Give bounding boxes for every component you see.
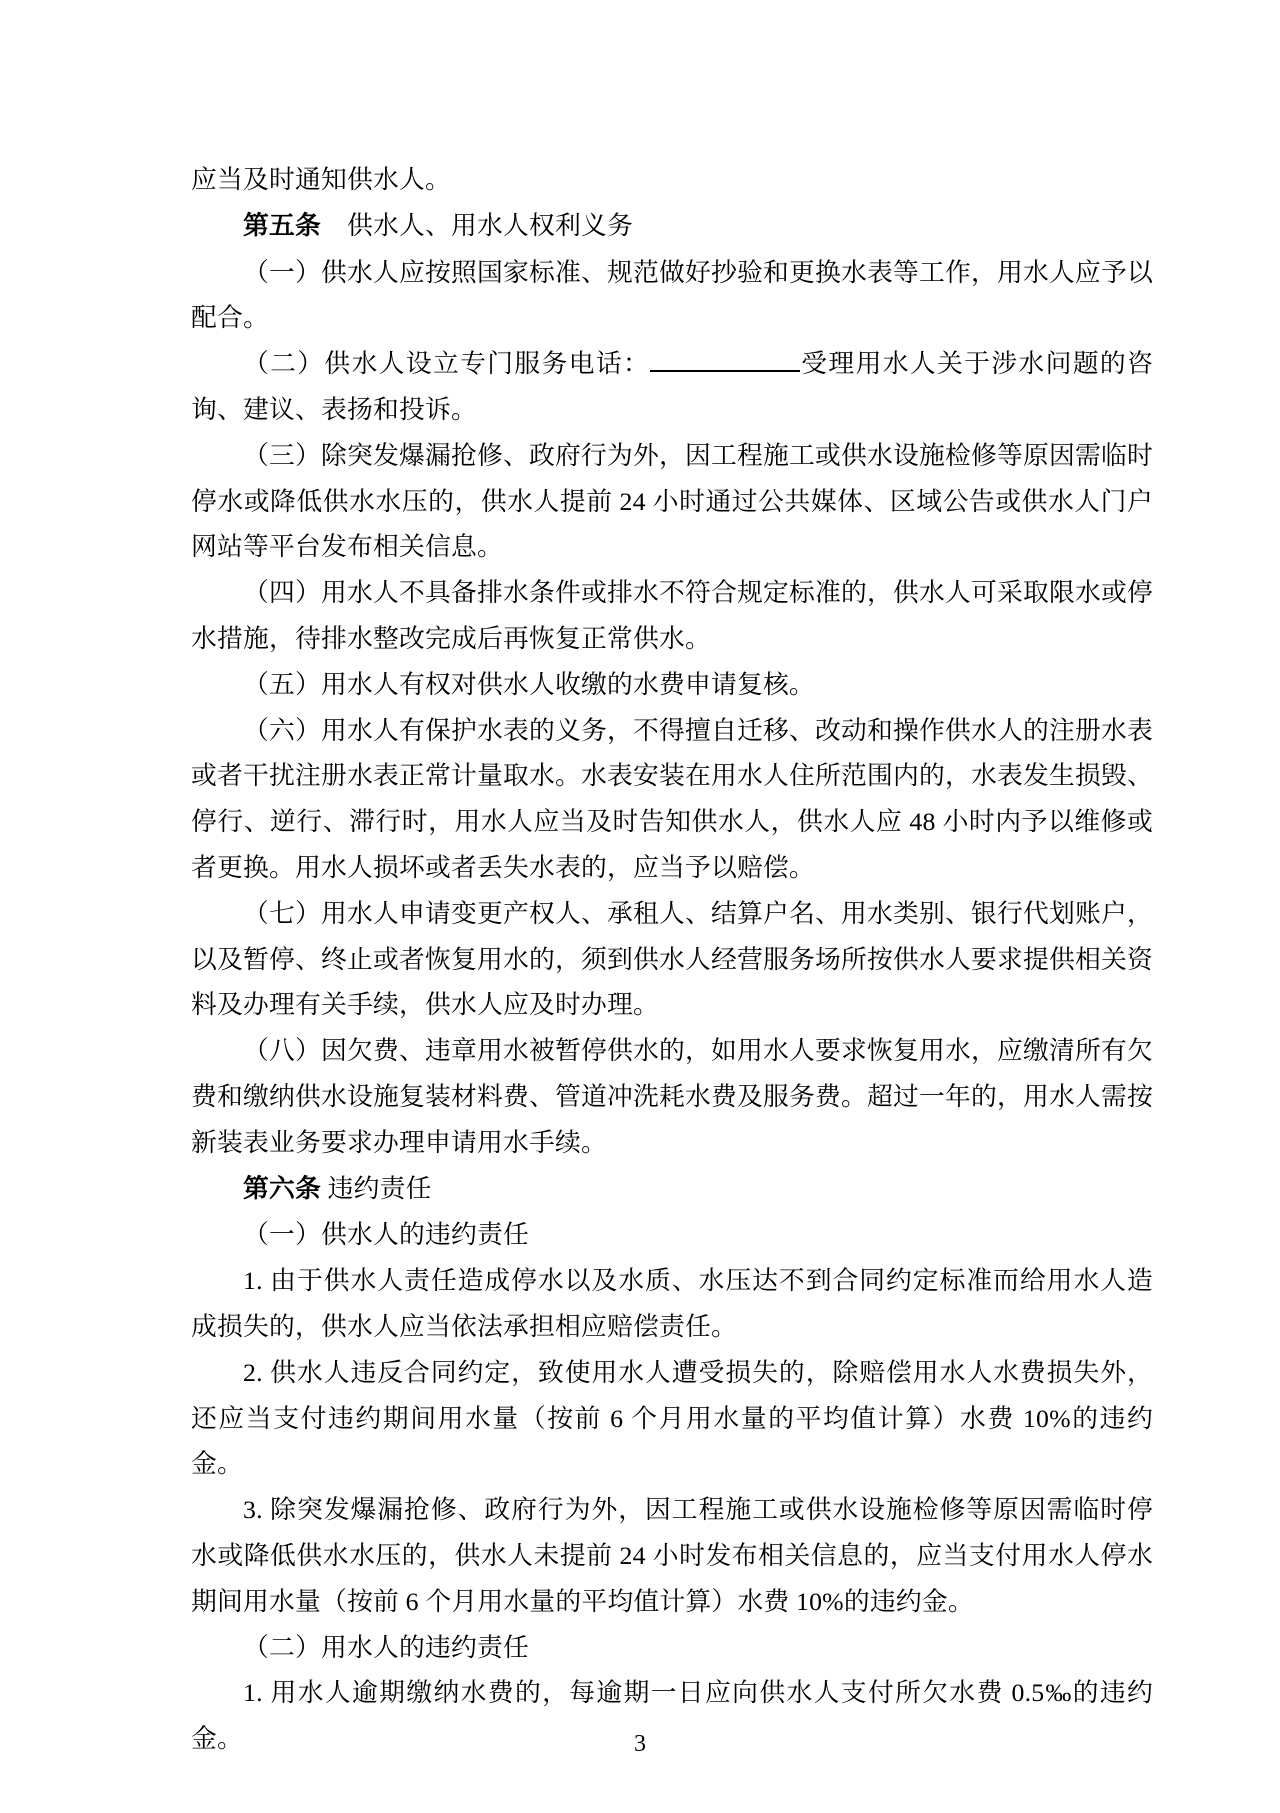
text-run: 违约责任 [321,1173,432,1203]
paragraph [191,433,1153,570]
text-run: 供水人、用水人权利义务 [321,210,633,240]
paragraph [191,570,1153,662]
article-number-label: 第六条 [243,1174,321,1203]
text-run: （一）供水人的违约责任 [243,1220,529,1250]
text-run: （七）用水人申请变更产权人、承租人、结算户名、用水类别、银行代划账户，以及暂停、终止或者恢复用水的，须到供水人经营服务场所按供水人要求提供相关资料及办理有关手续，供水人应及时办理。 [191,898,1153,1020]
text-run: （八）因欠费、违章用水被暂停供水的，如用水人要求恢复用水，应缴清所有欠费和缴纳供水设施复装材料费、管道冲洗耗水费及服务费。超过一年的，用水人需按新装表业务要求办理申请用水手续。 [191,1036,1153,1157]
text-run: 2. 供水人违反合同约定，致使用水人遭受损失的，除赔偿用水人水费损失外，还应当支付违约期间用水量（按前 6 个月用水量的平均值计算）水费 10%的违约金。 [191,1357,1153,1479]
article-number-label: 第五条 [243,211,321,240]
paragraph [191,1166,1153,1213]
text-run: （五）用水人有权对供水人收缴的水费申请复核。 [243,669,815,699]
text-run: 应当及时通知供水人。 [191,165,451,194]
text-run: （二）用水人的违约责任 [243,1632,529,1662]
text-run: （四）用水人不具备排水条件或排水不符合规定标准的，供水人可采取限水或停水措施，待排水整改完成后再恢复正常供水。 [191,578,1153,653]
fill-in-blank-underline [650,344,800,372]
paragraph [191,1487,1153,1624]
paragraph [191,662,1153,708]
text-run: （二）供水人设立专门服务电话： [243,349,651,379]
paragraph [191,1028,1153,1165]
text-run: 3. 除突发爆漏抢修、政府行为外，因工程施工或供水设施检修等原因需临时停水或降低供水水压的，供水人未提前 24 小时发布相关信息的，应当支付用水人停水期间用水量（按前 6 个月用水量的平均值计算）水费 10%的违约金。 [191,1495,1153,1616]
paragraph [191,1625,1153,1671]
page-content [191,157,1153,1762]
paragraph [191,250,1153,342]
text-run: 1. 用水人逾期缴纳水费的，每逾期一日应向供水人支付所欠水费 0.5‰的违约金。 [191,1678,1153,1754]
paragraph [191,891,1153,1028]
text-run: 1. 由于供水人责任造成停水以及水质、水压达不到合同约定标准而给用水人造成损失的，供水人应当依法承担相应赔偿责任。 [191,1266,1153,1341]
paragraph [191,1350,1153,1487]
text-run: （一）供水人应按照国家标准、规范做好抄验和更换水表等工作，用水人应予以配合。 [191,257,1153,333]
text-run: （六）用水人有保护水表的义务，不得擅自迁移、改动和操作供水人的注册水表或者干扰注册水表正常计量取水。水表安装在用水人住所范围内的，水表发生损毁、停行、逆行、滞行时，用水人应当及时告知供水人，供水人应 48 小时内予以维修或者更换。用水人损坏或者丢失水表的，应当予以赔偿。 [191,715,1153,882]
paragraph [191,1212,1153,1258]
text-run: 受理用水人关于涉水问题的咨询、建议、表扬和投诉。 [191,349,1153,424]
paragraph [191,341,1153,433]
paragraph [191,203,1153,250]
text-run: （三）除突发爆漏抢修、政府行为外，因工程施工或供水设施检修等原因需临时停水或降低供水水压的，供水人提前 24 小时通过公共媒体、区域公告或供水人门户网站等平台发布相关信息。 [191,440,1153,562]
paragraph [191,1258,1153,1350]
page-number: 3 [634,1731,646,1757]
paragraph [191,157,1153,203]
paragraph [191,708,1153,891]
